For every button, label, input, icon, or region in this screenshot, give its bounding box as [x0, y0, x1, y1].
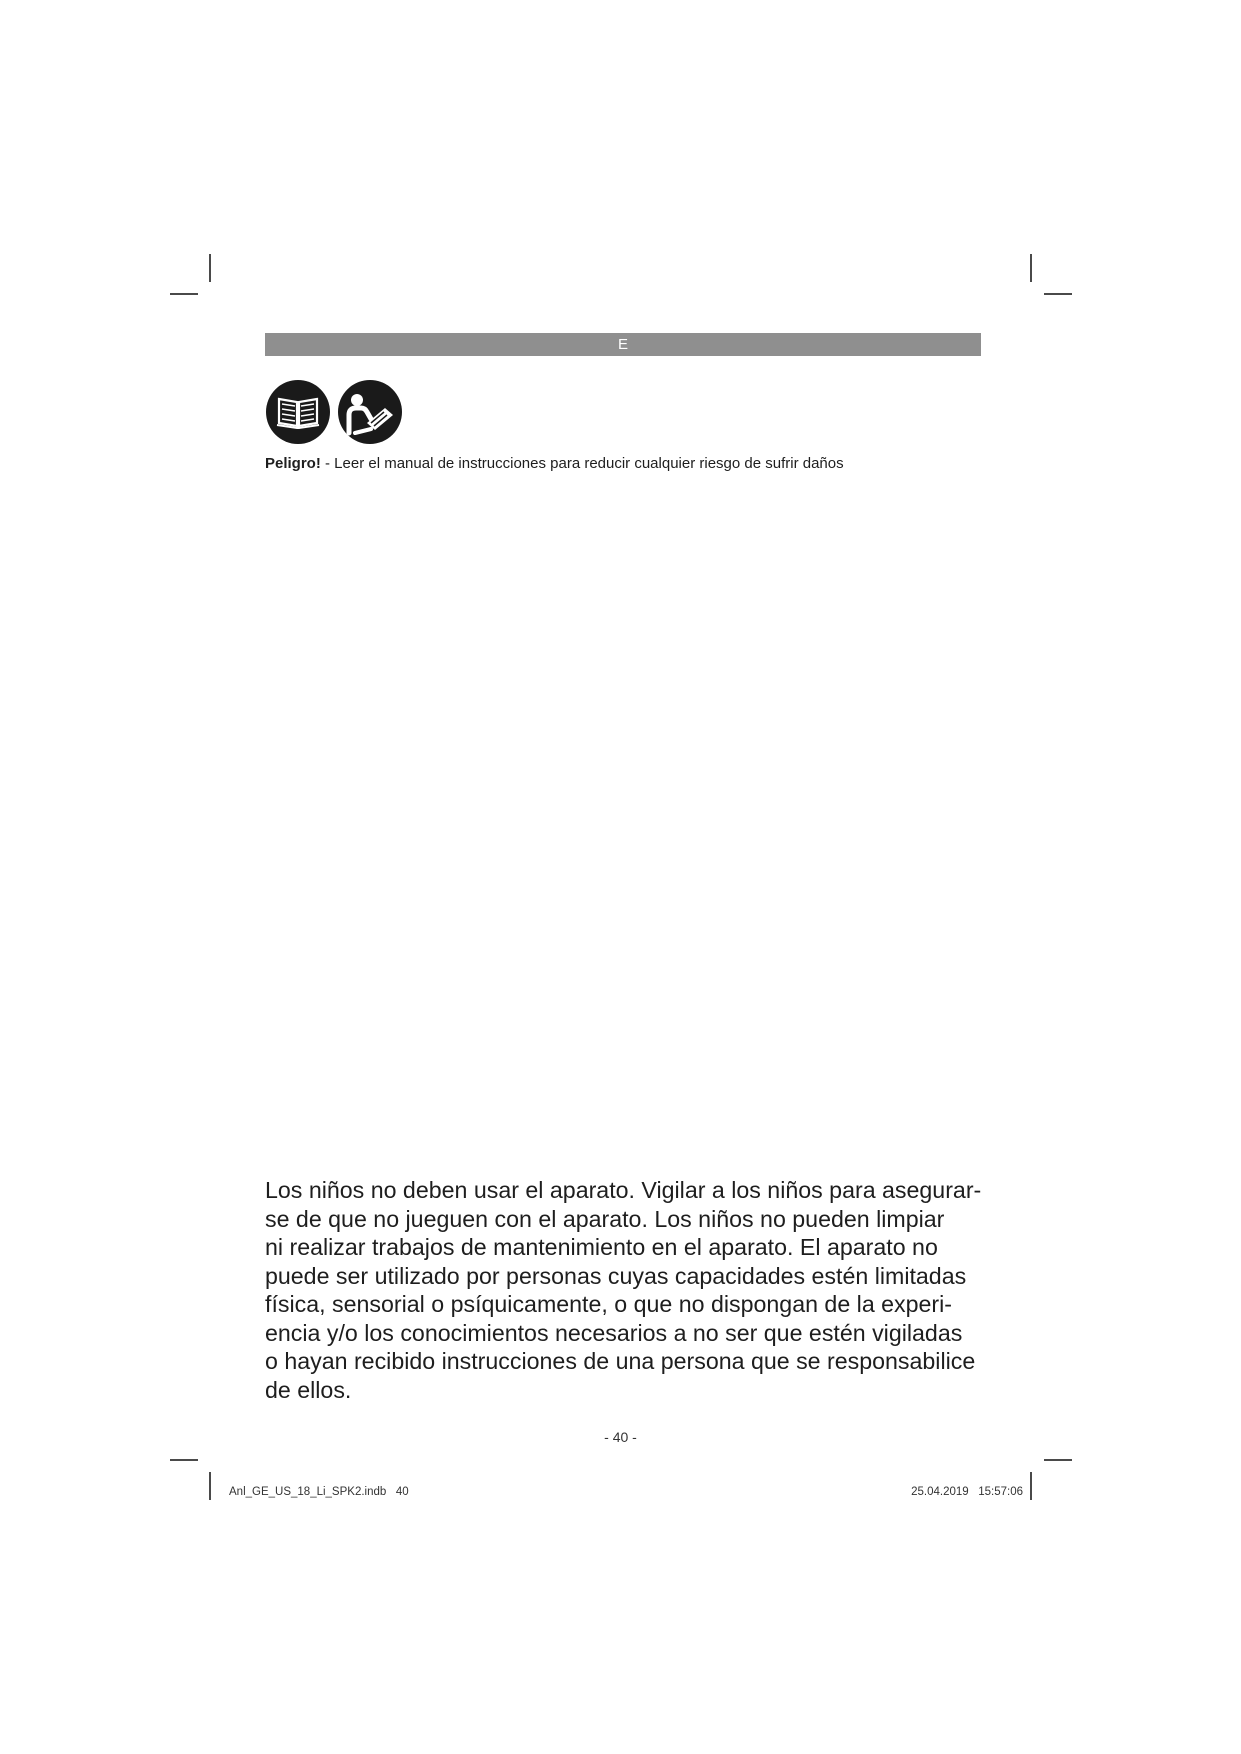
section-header-bar: [265, 333, 981, 356]
person-reading-manual-icon: [337, 379, 403, 445]
book-icon: [265, 379, 331, 445]
page-number: - 40 -: [604, 1429, 637, 1445]
crop-mark-top-left-horizontal: [170, 293, 198, 295]
paragraph-line: física, sensorial o psíquicamente, o que no dispongan de la experi-: [265, 1291, 953, 1317]
footer-filename: Anl_GE_US_18_Li_SPK2.indb 40: [229, 1486, 409, 1498]
warning-label: Peligro!: [265, 455, 321, 472]
paragraph-line: Los niños no deben usar el aparato. Vigilar a los niños para asegurar-: [265, 1177, 982, 1203]
paragraph-line: puede ser utilizado por personas cuyas capacidades estén limitadas: [265, 1262, 967, 1289]
paragraph-line: encia y/o los conocimientos necesarios a no ser que estén vigiladas: [265, 1319, 963, 1346]
footer-datetime: 25.04.2019 15:57:06: [911, 1486, 1023, 1498]
crop-mark-bottom-right-vertical: [1030, 1472, 1032, 1500]
section-letter: E: [617, 336, 628, 353]
crop-mark-top-right-horizontal: [1044, 293, 1072, 295]
crop-mark-bottom-right-horizontal: [1044, 1459, 1072, 1461]
safety-paragraph: [265, 1176, 995, 1404]
crop-mark-top-right-vertical: [1030, 254, 1032, 282]
crop-mark-bottom-left-horizontal: [170, 1459, 198, 1461]
warning-text: - Leer el manual de instrucciones para reducir cualquier riesgo de sufrir daños: [325, 455, 844, 472]
crop-mark-top-left-vertical: [209, 254, 211, 282]
warning-line: [265, 455, 844, 472]
paragraph-line: se de que no jueguen con el aparato. Los niños no pueden limpiar: [265, 1205, 945, 1232]
paragraph-line: de ellos.: [265, 1376, 352, 1403]
paragraph-line: o hayan recibido instrucciones de una persona que se responsabilice: [265, 1348, 976, 1374]
crop-mark-bottom-left-vertical: [209, 1472, 211, 1500]
paragraph-line: ni realizar trabajos de mantenimiento en el aparato. El aparato no: [265, 1234, 938, 1260]
